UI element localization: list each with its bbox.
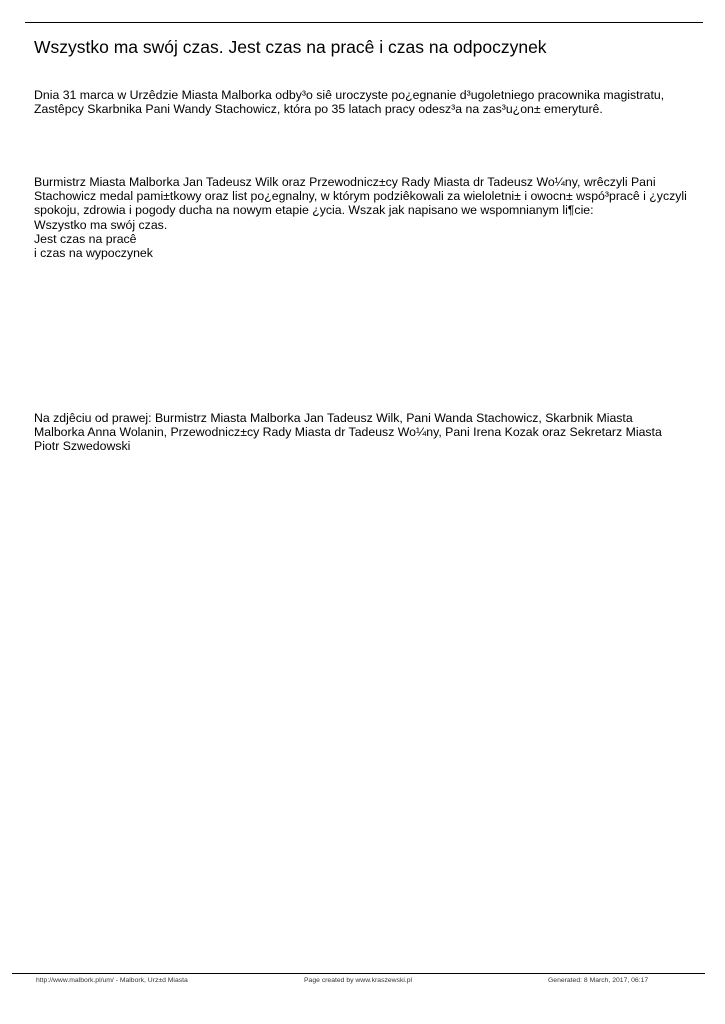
caption-line: Malborka Anna Wolanin, Przewodnicz±cy Rady Miasta dr Tadeusz Wo¼ny, Pani Irena Kozak oraz Sekretarz Miasta	[34, 425, 662, 440]
caption-line: Piotr Szwedowski	[34, 439, 131, 454]
article-paragraph-intro	[34, 88, 699, 116]
article-paragraph-farewell	[34, 175, 699, 260]
quote-line: Wszystko ma swój czas.	[34, 217, 168, 232]
page-title: Wszystko ma swój czas. Jest czas na pracê i czas na odpoczynek	[34, 37, 547, 57]
photo-caption	[34, 411, 699, 454]
footer-source-url: http://www.malbork.pl/um/ - Malbork, Urz±d Miasta	[36, 977, 188, 984]
quote-line: i czas na wypoczynek	[34, 246, 153, 261]
quote-line: Jest czas na pracê	[34, 231, 137, 246]
footer-created-by: Page created by www.kraszewski.pl	[304, 977, 413, 984]
top-divider	[25, 22, 703, 23]
paragraph-line: spokoju, zdrowia i pogody ducha na nowym etapie ¿ycia. Wszak jak napisano we wspomnianym li¶cie:	[34, 203, 594, 218]
paragraph-line: Burmistrz Miasta Malborka Jan Tadeusz Wilk oraz Przewodnicz±cy Rady Miasta dr Tadeusz Wo¼ny, wrêczyli Pani	[34, 175, 656, 189]
footer-divider	[12, 973, 705, 974]
paragraph-line: Stachowicz medal pami±tkowy oraz list po¿egnalny, w którym podziêkowali za wieloletni± i owocn± wspó³pracê i ¿yczyli	[34, 189, 687, 204]
footer-generated-date: Generated: 8 March, 2017, 06:17	[548, 977, 649, 984]
paragraph-line: Dnia 31 marca w Urzêdzie Miasta Malborka odby³o siê uroczyste po¿egnanie d³ugoletniego pracownika magistratu,	[34, 88, 665, 102]
paragraph-line: Zastêpcy Skarbnika Pani Wandy Stachowicz, która po 35 latach pracy odesz³a na zas³u¿on± emeryturê.	[34, 102, 603, 117]
caption-line: Na zdjêciu od prawej: Burmistrz Miasta Malborka Jan Tadeusz Wilk, Pani Wanda Stachowicz, Skarbnik Miasta	[34, 411, 633, 425]
